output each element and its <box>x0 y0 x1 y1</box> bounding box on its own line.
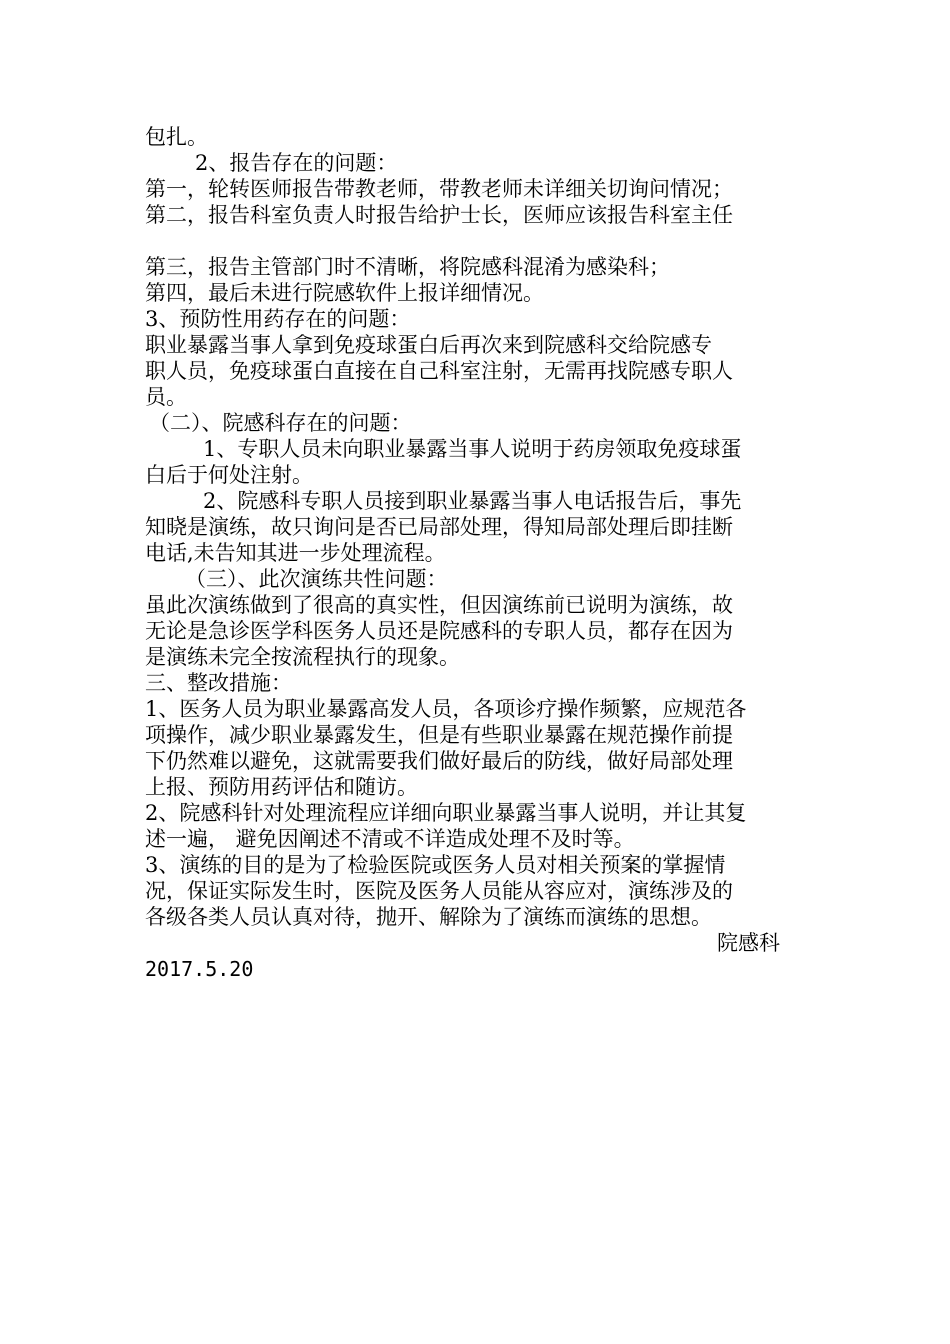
section-heading: （二）、院感科存在的问题： <box>149 411 412 435</box>
document-date: 2017.5.20 <box>145 957 254 981</box>
text-line: 3、演练的目的是为了检验医院或医务人员对相关预案的掌握情 <box>145 853 726 877</box>
text-line: 述一遍， 避免因阐述不清或不详造成处理不及时等。 <box>145 827 635 851</box>
text-line: 无论是急诊医学科医务人员还是院感科的专职人员，都存在因为 <box>145 619 733 643</box>
text-line: 员。 <box>145 385 187 409</box>
text-line: 1、专职人员未向职业暴露当事人说明于药房领取免疫球蛋 <box>203 437 742 461</box>
text-line: 第四，最后未进行院感软件上报详细情况。 <box>145 281 544 305</box>
section-heading: 三、整改措施： <box>145 671 292 695</box>
text-line: 第二，报告科室负责人时报告给护士长，医师应该报告科室主任 <box>145 203 733 227</box>
text-line: 是演练未完全按流程执行的现象。 <box>145 645 460 669</box>
text-line: 职业暴露当事人拿到免疫球蛋白后再次来到院感科交给院感专 <box>145 333 712 357</box>
text-line: 各级各类人员认真对待，抛开、解除为了演练而演练的思想。 <box>145 905 712 929</box>
text-line: 1、医务人员为职业暴露高发人员，各项诊疗操作频繁，应规范各 <box>145 697 747 721</box>
text-line: 2、院感科针对处理流程应详细向职业暴露当事人说明，并让其复 <box>145 801 747 825</box>
text-line: 上报、预防用药评估和随访。 <box>145 775 418 799</box>
text-line: 下仍然难以避免，这就需要我们做好最后的防线，做好局部处理 <box>145 749 733 773</box>
text-line: 虽此次演练做到了很高的真实性，但因演练前已说明为演练，故 <box>145 593 733 617</box>
section-heading: 3、预防性用药存在的问题： <box>145 307 411 331</box>
text-line: 第三，报告主管部门时不清晰，将院感科混淆为感染科； <box>145 255 670 279</box>
text-line: 电话,未告知其进一步处理流程。 <box>145 541 446 565</box>
text-line: 2、院感科专职人员接到职业暴露当事人电话报告后，事先 <box>203 489 742 513</box>
section-heading: （三）、此次演练共性问题： <box>185 567 448 591</box>
text-line: 白后于何处注射。 <box>145 463 313 487</box>
text-line: 第一，轮转医师报告带教老师，带教老师未详细关切询问情况； <box>145 177 733 201</box>
document-body <box>145 124 810 982</box>
section-heading: 2、报告存在的问题： <box>195 151 398 175</box>
signature-department: 院感科 <box>717 931 780 955</box>
blank-line <box>145 228 810 254</box>
text-line: 项操作，减少职业暴露发生，但是有些职业暴露在规范操作前提 <box>145 723 733 747</box>
text-line: 包扎。 <box>145 125 208 149</box>
text-line: 知晓是演练，故只询问是否已局部处理，得知局部处理后即挂断 <box>145 515 733 539</box>
text-line: 况，保证实际发生时，医院及医务人员能从容应对，演练涉及的 <box>145 879 733 903</box>
text-line: 职人员，免疫球蛋白直接在自己科室注射，无需再找院感专职人 <box>145 359 733 383</box>
